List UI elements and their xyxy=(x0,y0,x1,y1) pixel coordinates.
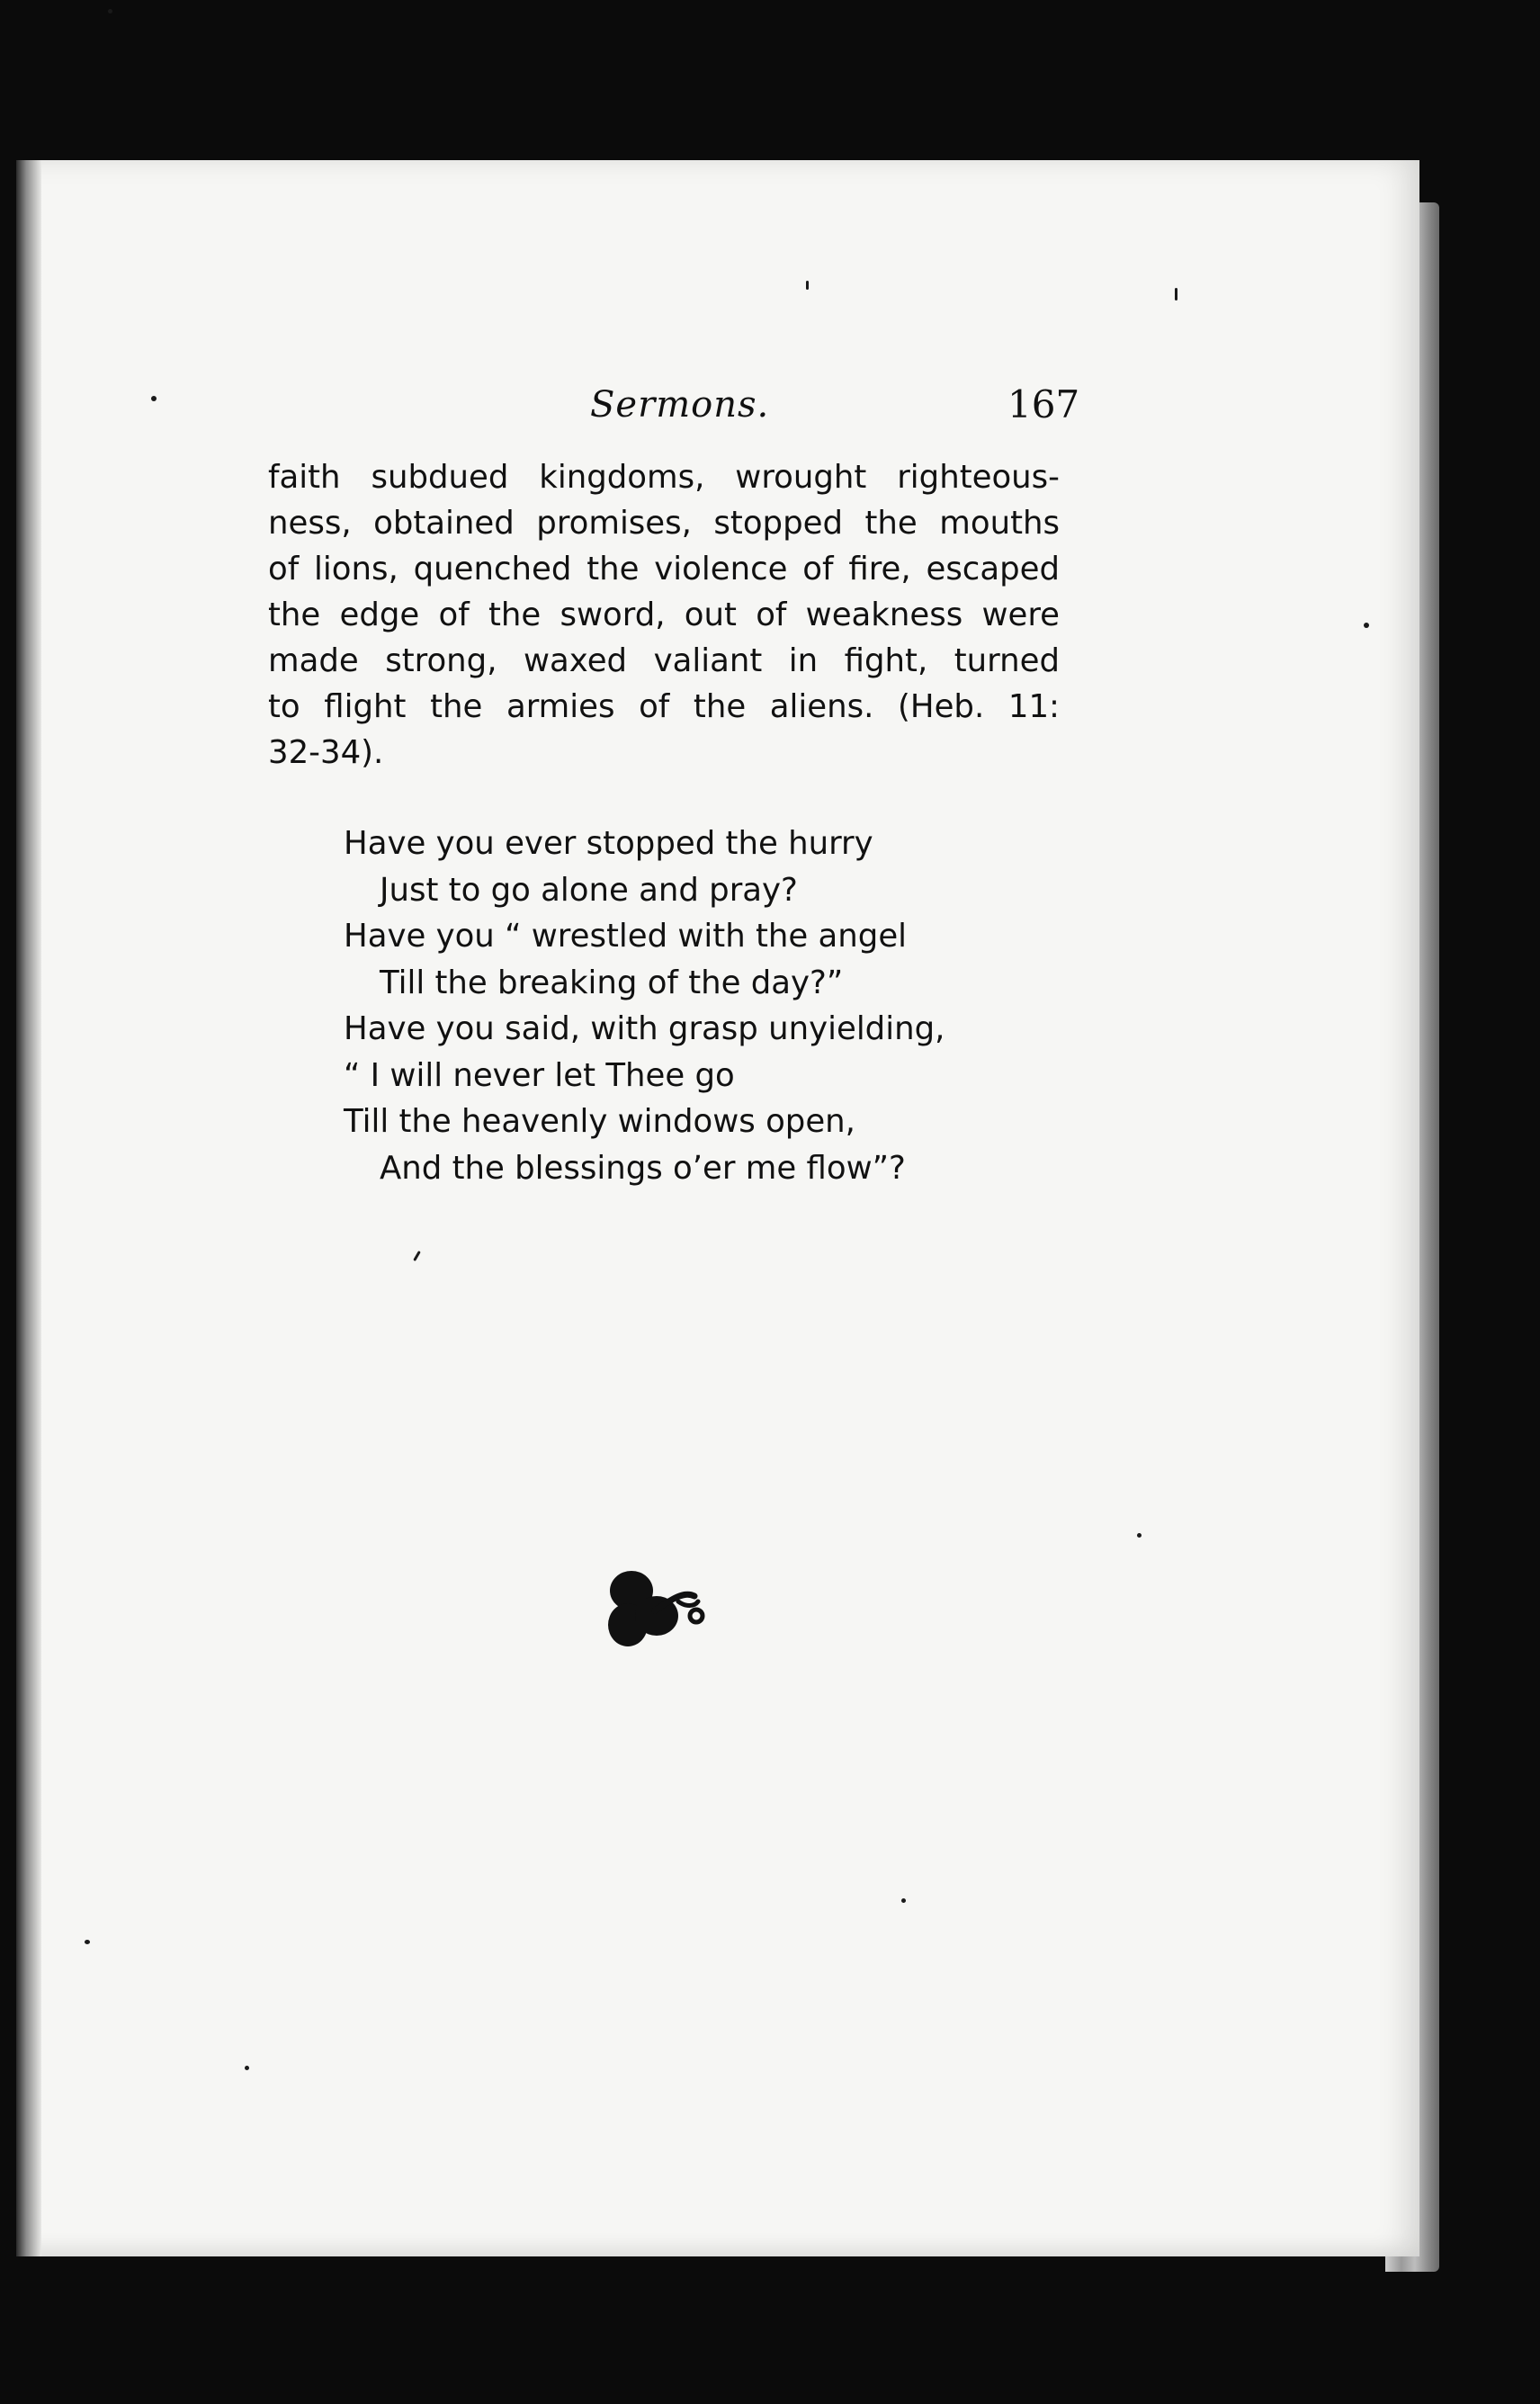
clover-leaf-ornament-icon xyxy=(601,1564,709,1663)
poem-line: Have you ever stopped the hurry xyxy=(344,825,873,862)
prose-line: of lions, quenched the violence of fire, escaped xyxy=(268,551,1060,588)
prose-line: ness, obtained promises, stopped the mouths xyxy=(268,505,1060,542)
poem-line: And the blessings o’er me flow”? xyxy=(380,1149,906,1187)
scan-speck xyxy=(1364,623,1369,628)
scan-speck xyxy=(108,9,112,13)
prose-line: faith subdued kingdoms, wrought righteous- xyxy=(268,459,1060,496)
poem-line: Have you said, with grasp unyielding, xyxy=(344,1010,945,1047)
scan-speck xyxy=(806,281,809,290)
prose-line: the edge of the sword, out of weakness were xyxy=(268,597,1060,633)
running-head: Sermons. xyxy=(590,384,770,426)
prose-line: made strong, waxed valiant in fight, turned xyxy=(268,642,1060,679)
page-binding xyxy=(16,160,41,2256)
scan-speck xyxy=(1137,1533,1142,1538)
poem-line: Till the heavenly windows open, xyxy=(344,1103,855,1140)
poem-stanza xyxy=(344,821,945,1191)
prose-line: 32-34). xyxy=(268,734,384,771)
prose-paragraph xyxy=(268,454,1060,776)
page-number: 167 xyxy=(1007,382,1080,426)
prose-line: to flight the armies of the aliens. (Heb. 11: xyxy=(268,688,1060,725)
scan-speck xyxy=(151,396,157,401)
poem-line: “ I will never let Thee go xyxy=(344,1056,735,1094)
poem-line: Till the breaking of the day?” xyxy=(380,964,844,1001)
scan-speck xyxy=(85,1940,90,1944)
poem-line: Just to go alone and pray? xyxy=(380,871,798,909)
scan-speck xyxy=(1175,288,1177,300)
poem-line: Have you “ wrestled with the angel xyxy=(344,918,908,955)
scan-speck xyxy=(901,1898,906,1903)
scan-speck xyxy=(245,2066,249,2070)
